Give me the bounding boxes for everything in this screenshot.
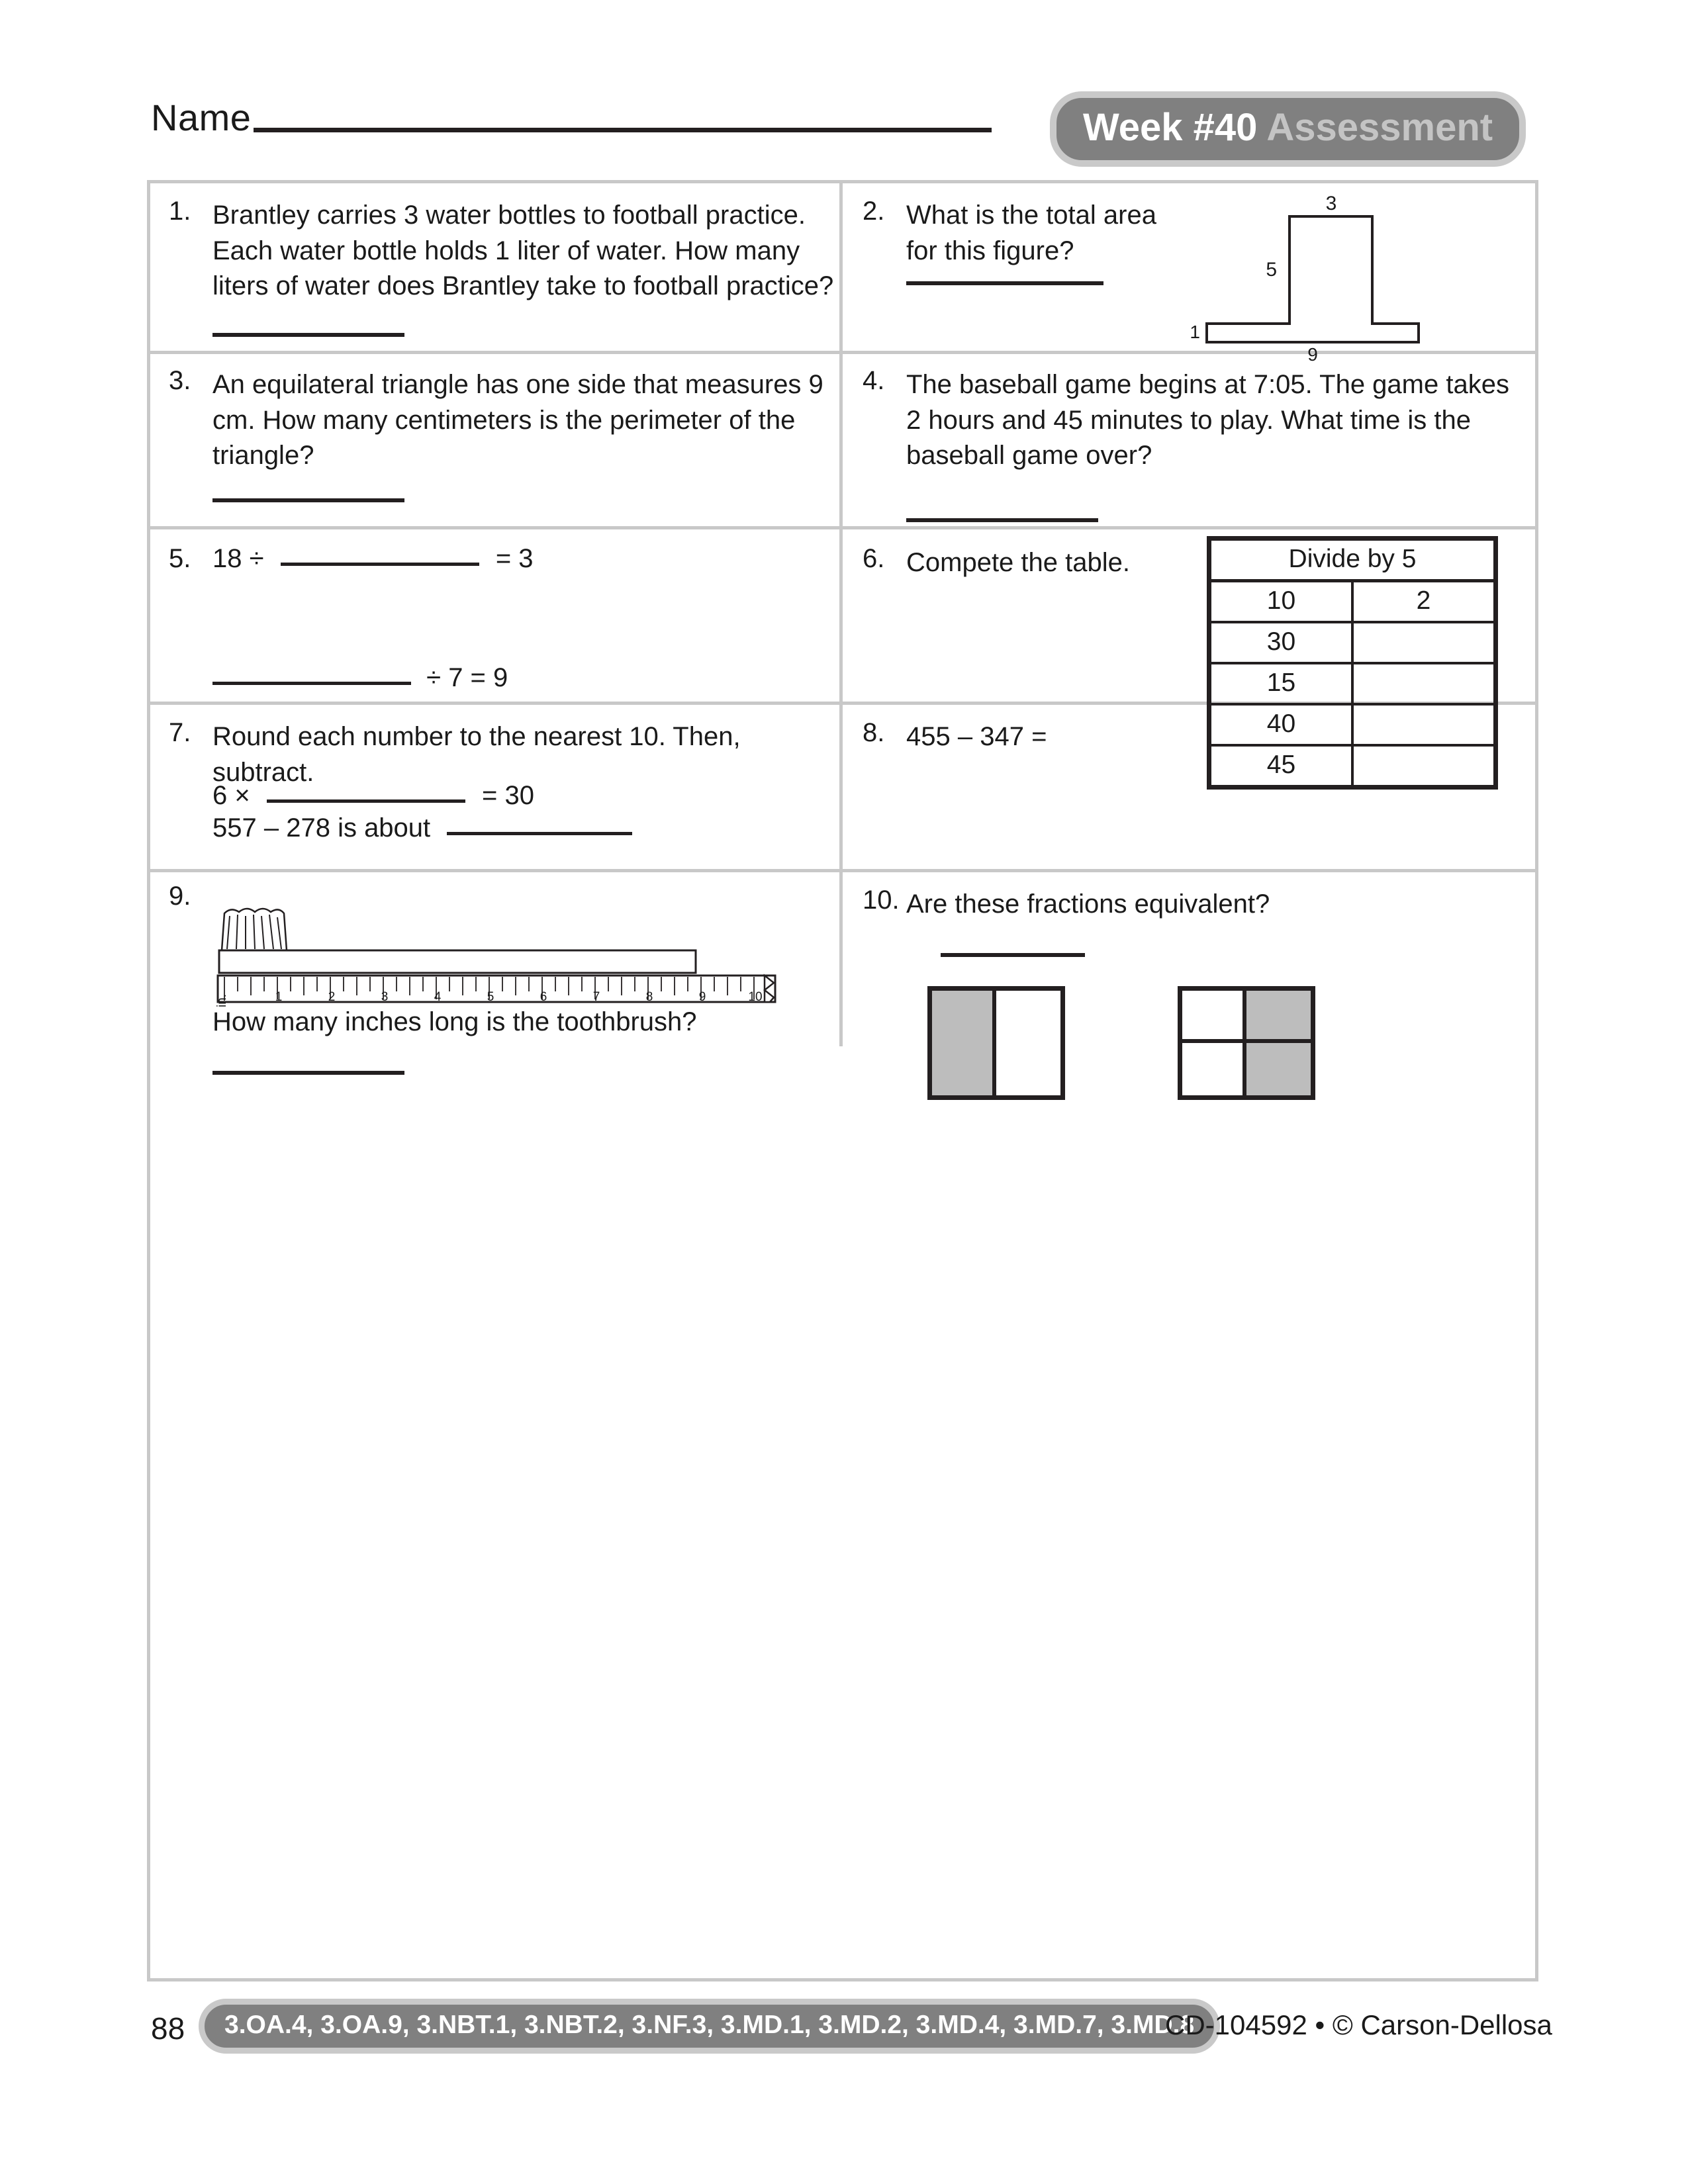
problem-text-10: Are these fractions equivalent?	[906, 889, 1270, 919]
table-row	[1209, 622, 1496, 663]
name-field-row	[151, 99, 992, 136]
svg-text:10: 10	[748, 990, 763, 1004]
problem-number-5: 5.	[169, 544, 191, 573]
figure-label-bottom: 9	[1307, 344, 1318, 365]
svg-text:9: 9	[698, 990, 706, 1004]
table-row	[1209, 581, 1496, 623]
problem-text-7: Round each number to the nearest 10. Then, subtract.	[212, 722, 741, 787]
fraction-part-shaded	[1246, 1043, 1311, 1095]
problem-cell-2	[843, 183, 1535, 365]
problem-text-3: An equilateral triangle has one side that measures 9 cm. How many centimeters is the perimeter of the triangle?	[212, 370, 823, 471]
equation-1-left: 18 ÷	[212, 544, 264, 573]
table-cell-out[interactable]	[1352, 622, 1496, 663]
table-header-label: Divide by 5	[1209, 539, 1496, 581]
equation-3-left: 6 ×	[212, 781, 250, 810]
fraction-part-shaded	[932, 991, 996, 1095]
problem-number-2: 2.	[863, 197, 885, 226]
problem-number-4: 4.	[863, 366, 885, 395]
table-cell-in: 45	[1209, 745, 1353, 788]
page-footer	[0, 1992, 1688, 2071]
fraction-model-halves	[927, 986, 1065, 1100]
badge-week-label: Week #40	[1083, 106, 1258, 149]
svg-text:2: 2	[328, 990, 336, 1004]
problem-text-1: Brantley carries 3 water bottles to football practice. Each water bottle holds 1 liter of water. How many liters of water does Brantley take to football practice?	[212, 201, 834, 301]
equation-1-blank[interactable]	[281, 563, 479, 566]
table-cell-in: 10	[1209, 581, 1353, 623]
table-cell-in: 15	[1209, 663, 1353, 704]
fraction-part-shaded	[1246, 991, 1311, 1043]
problem-number-7: 7.	[169, 718, 191, 747]
svg-text:3: 3	[381, 990, 389, 1004]
equation-3-right: = 30	[481, 781, 534, 810]
equation-row-2	[212, 664, 508, 691]
answer-blank-10[interactable]	[941, 953, 1085, 957]
assessment-badge	[1050, 91, 1526, 167]
name-label: Name	[151, 97, 252, 138]
equation-row-1	[212, 545, 534, 572]
problem-number-6: 6.	[863, 544, 885, 573]
problem-text-4: The baseball game begins at 7:05. The game takes 2 hours and 45 minutes to play. What time is the baseball game over?	[906, 370, 1509, 471]
answer-blank-7[interactable]	[447, 832, 632, 835]
svg-text:7: 7	[592, 990, 600, 1004]
publisher-credit: CD-104592 • © Carson-Dellosa	[1165, 2009, 1552, 2040]
answer-blank-4[interactable]	[906, 518, 1098, 522]
problem-cell-8	[843, 705, 1535, 872]
problem-number-9: 9.	[169, 882, 191, 911]
page-header	[0, 86, 1688, 179]
problem-text-2: What is the total area for this figure?	[906, 201, 1156, 265]
problem-text-9: How many inches long is the toothbrush?	[212, 1007, 697, 1036]
figure-label-base: 1	[1190, 322, 1200, 342]
table-cell-in: 40	[1209, 704, 1353, 745]
fraction-part-empty	[1182, 991, 1243, 1043]
problem-text-6: Compete the table.	[906, 548, 1130, 577]
standards-badge: 3.OA.4, 3.OA.9, 3.NBT.1, 3.NBT.2, 3.NF.3, 3.MD.1, 3.MD.2, 3.MD.4, 3.MD.7, 3.MD.8	[199, 1999, 1220, 2054]
fraction-model-fourths	[1178, 986, 1315, 1100]
fraction-column-right	[1246, 991, 1311, 1095]
answer-blank-2[interactable]	[906, 281, 1103, 285]
svg-text:4: 4	[434, 990, 442, 1004]
page-number: 88	[151, 2011, 185, 2046]
rounding-expression: 557 – 278 is about	[212, 813, 431, 842]
figure-label-top: 3	[1325, 193, 1337, 214]
problem-number-8: 8.	[863, 718, 885, 747]
svg-text:6: 6	[539, 990, 547, 1004]
ruler-unit-label: in.	[215, 993, 229, 1008]
problem-number-1: 1.	[169, 197, 191, 226]
fraction-part-empty	[1182, 1043, 1243, 1095]
problem-cell-3	[150, 354, 843, 529]
table-header-row	[1209, 539, 1496, 581]
problem-cell-10	[843, 872, 1535, 1046]
problem-cell-1	[150, 183, 843, 354]
svg-text:1: 1	[275, 990, 283, 1004]
fraction-models	[927, 986, 1523, 1105]
equation-2-blank[interactable]	[212, 682, 411, 685]
toothbrush-ruler-figure	[210, 887, 792, 1008]
svg-text:8: 8	[645, 990, 653, 1004]
fraction-part-empty	[996, 991, 1060, 1095]
problem-number-3: 3.	[169, 366, 191, 395]
answer-blank-9[interactable]	[212, 1071, 404, 1075]
table-row	[1209, 663, 1496, 704]
problem-cell-9	[150, 872, 843, 1046]
problem-number-10: 10.	[863, 886, 900, 915]
problem-cell-4	[843, 354, 1535, 529]
svg-text:5: 5	[487, 990, 494, 1004]
area-figure	[1154, 193, 1524, 365]
equation-1-right: = 3	[495, 544, 534, 573]
problem-cell-7	[150, 705, 843, 872]
table-cell-out[interactable]: 2	[1352, 581, 1496, 623]
fraction-column-left	[1182, 991, 1246, 1095]
problem-grid	[147, 180, 1538, 1981]
badge-kind-label: Assessment	[1266, 106, 1493, 149]
figure-label-stem: 5	[1266, 259, 1277, 281]
equation-2-right: ÷ 7 = 9	[426, 663, 508, 692]
rounding-subline	[212, 813, 632, 843]
answer-blank-3[interactable]	[212, 498, 404, 502]
problem-text-8: 455 – 347 =	[906, 722, 1047, 751]
answer-blank-1[interactable]	[212, 333, 404, 337]
name-write-line[interactable]	[254, 128, 992, 132]
table-cell-out[interactable]	[1352, 663, 1496, 704]
table-cell-in: 30	[1209, 622, 1353, 663]
